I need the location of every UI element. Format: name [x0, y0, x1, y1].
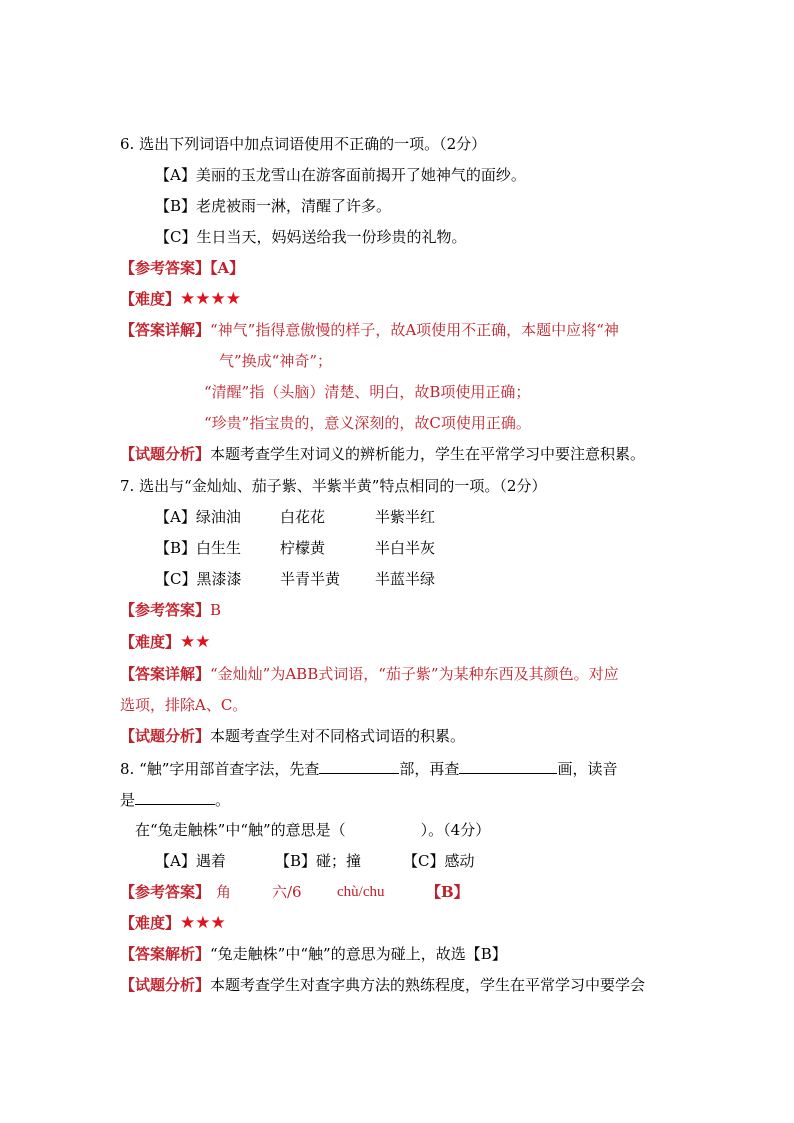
q6-detail-line4: “珍贵”指宝贵的，意义深刻的，故C项使用正确。: [204, 414, 531, 432]
answer-part: 角: [216, 883, 232, 901]
option-word: 【C】黑漆漆: [155, 570, 242, 588]
q8-line3: 在“兔走触株”中“触”的意思是（ ）。（4分）: [135, 821, 491, 839]
q6-option-b: 【B】老虎被雨一淋，清醒了许多。: [155, 197, 392, 215]
answer-part: chù/chu: [337, 884, 385, 900]
answer-label: 【参考答案】: [120, 601, 211, 619]
q6-option-c: 【C】生日当天，妈妈送给我一份珍贵的礼物。: [155, 228, 467, 246]
analysis-text: 本题考查学生对词义的辨析能力，学生在平常学习中要注意积累。: [210, 445, 646, 463]
analysis-text: 本题考查学生对查字典方法的熟练程度，学生在平常学习中要学会: [210, 976, 646, 994]
analysis-label: 【试题分析】: [120, 976, 211, 994]
q7-detail-line2: 选项，排除A、C。: [120, 696, 248, 714]
answer-part: 六/6: [272, 883, 302, 901]
option-c: 【C】感动: [403, 852, 475, 870]
q6-question: 6. 选出下列词语中加点词语使用不正确的一项。（2分）: [120, 135, 487, 153]
detail-text: “兔走触株”中“触”的意思为碰上，故选【B】: [210, 945, 507, 963]
detail-label: 【答案详解】: [120, 665, 211, 683]
option-word: 【A】绿油油: [155, 508, 241, 526]
q6-detail-line2: 气”换成“神奇”；: [219, 352, 333, 370]
difficulty-stars: ★★★: [180, 913, 226, 933]
option-word: 柠檬黄: [280, 539, 326, 557]
detail-text: “神气”指得意傲慢的样子，故A项使用不正确，本题中应将“神: [210, 321, 619, 339]
answer-blank: [459, 758, 557, 774]
answer-value: 【A】: [210, 259, 245, 277]
answer-blank: [135, 789, 215, 805]
difficulty-label: 难度: [135, 633, 166, 651]
option-a: 【A】遇着: [155, 852, 226, 870]
q7-answer: [120, 600, 221, 620]
difficulty-stars: ★★: [180, 632, 211, 652]
q7-question: 7. 选出与“金灿灿、茄子紫、半紫半黄”特点相同的一项。（2分）: [120, 477, 547, 495]
analysis-label: 【试题分析】: [120, 445, 211, 463]
q7-detail: [120, 664, 619, 684]
q6-analysis: [120, 444, 645, 464]
q6-option-a: 【A】美丽的玉龙雪山在游客面前揭开了她神气的面纱。: [155, 166, 526, 184]
option-word: 半白半灰: [375, 539, 436, 557]
q6-answer: [120, 258, 244, 278]
analysis-text: 本题考查学生对不同格式词语的积累。: [210, 727, 466, 745]
q8-text-segment: 8. “触”字用部首查字法，先查: [120, 760, 320, 778]
option-word: 【B】白生生: [155, 539, 242, 557]
option-word: 半蓝半绿: [375, 570, 436, 588]
answer-part: 【B】: [426, 883, 469, 901]
q7-analysis: [120, 726, 465, 746]
q8-text-segment: 部，再查: [399, 760, 460, 778]
q6-difficulty: 【难度】★★★★: [120, 289, 242, 309]
option-word: 半青半黄: [280, 570, 341, 588]
q6-detail: [120, 320, 619, 340]
analysis-label: 【试题分析】: [120, 727, 211, 745]
difficulty-label: 难度: [135, 914, 166, 932]
answer-value: B: [210, 601, 222, 619]
q8-line2: [120, 789, 230, 810]
q8-text-segment: 是: [120, 791, 136, 809]
q7-difficulty: 【难度】★★: [120, 632, 211, 652]
q8-difficulty: 【难度】★★★: [120, 913, 226, 933]
detail-label: 【答案详解】: [120, 321, 211, 339]
q8-text-segment: 。: [215, 791, 231, 809]
q8-analysis: [120, 975, 645, 995]
q8-answer: [120, 882, 469, 902]
option-word: 半紫半红: [375, 508, 436, 526]
answer-label: 【参考答案】: [120, 883, 211, 901]
option-b: 【B】碰；撞: [275, 852, 362, 870]
q6-detail-line3: “清醒”指（头脑）清楚、明白，故B项使用正确；: [204, 383, 531, 401]
q8-text-segment: 画，读音: [557, 760, 618, 778]
option-word: 白花花: [280, 508, 326, 526]
detail-label: 【答案解析】: [120, 945, 211, 963]
detail-text: “金灿灿”为ABB式词语，“茄子紫”为某种东西及其颜色。对应: [210, 665, 619, 683]
q8-line1: [120, 758, 617, 779]
answer-label: 【参考答案】: [120, 259, 211, 277]
q8-detail: [120, 944, 507, 964]
difficulty-label: 难度: [135, 290, 166, 308]
answer-blank: [319, 758, 399, 774]
difficulty-stars: ★★★★: [180, 289, 242, 309]
